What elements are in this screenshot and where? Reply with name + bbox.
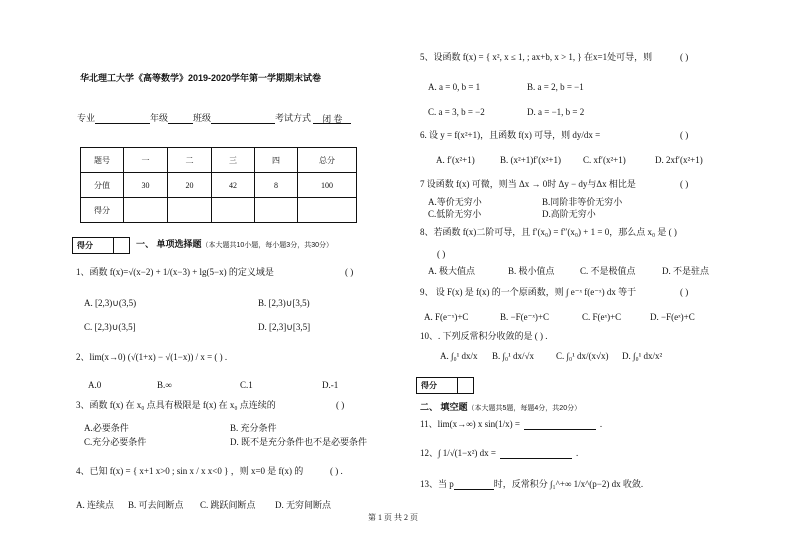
option-a[interactable]: A. ∫₀¹ dx/x [440, 351, 478, 361]
option-c[interactable]: C. [2,3)∪(3,5] [84, 322, 136, 332]
question-stem: 8、若函数 f(x)二阶可导，且 f′(x₀) = f″(x₀) + 1 = 0，那么点 x₀ 是 ( ) [420, 227, 677, 237]
question-10 [420, 330, 780, 342]
question-stem: 1、函数 f(x)=√(x−2) + 1/(x−3) + lg(5−x) 的定义域是 [76, 267, 274, 277]
option-d[interactable]: D. ∫₀¹ dx/x² [622, 351, 663, 361]
option-d[interactable]: D. 2xf′(x²+1) [655, 155, 703, 165]
score-box-label: 得分 [73, 238, 114, 253]
option-b[interactable]: B. a = 2, b = −1 [527, 82, 584, 92]
answer-paren[interactable]: ( ) [336, 400, 345, 410]
question-stem: 6. 设 y = f(x²+1)，且函数 f(x) 可导，则 dy/dx = [420, 130, 601, 140]
end-period: . [576, 448, 579, 458]
option-c[interactable]: C. ∫₀¹ dx/(x√x) [556, 351, 609, 361]
option-c[interactable]: C. xf′(x²+1) [583, 155, 626, 165]
score-table-cell: 100 [298, 173, 357, 198]
exam-mode-label: 考试方式 [275, 113, 312, 123]
question-13 [420, 478, 780, 490]
score-table-cell: 42 [212, 173, 255, 198]
score-table-cell: 一 [124, 148, 168, 173]
option-b[interactable]: B. [2,3)∪[3,5) [258, 298, 310, 308]
class-label: 班级 [193, 113, 212, 123]
score-table-row [81, 148, 357, 173]
option-c[interactable]: C. F(eˣ)+C [582, 312, 622, 322]
question-stem: 3、函数 f(x) 在 x₀ 点具有极限是 f(x) 在 x₀ 点连续的 [76, 400, 276, 410]
question-stem-rest: 时，反常积分 ∫₁^+∞ 1/x^(p−2) dx 收敛. [493, 479, 644, 489]
option-d[interactable]: D.高阶无穷小 [542, 209, 596, 219]
score-table-cell: 三 [212, 148, 255, 173]
score-table-cell: 30 [124, 173, 168, 198]
section-title: 一、 单项选择题 [136, 239, 202, 249]
score-table-cell: 二 [168, 148, 212, 173]
score-box-1 [72, 237, 130, 254]
score-box-label: 得分 [417, 378, 458, 393]
option-d[interactable]: D. [2,3]∪[3,5] [258, 322, 311, 332]
option-b[interactable]: B. −F(e⁻ˣ)+C [500, 312, 550, 322]
option-c[interactable]: C.低阶无穷小 [428, 209, 482, 219]
option-d[interactable]: D. a = −1, b = 2 [527, 107, 585, 117]
answer-paren[interactable]: ( ) [345, 267, 354, 277]
option-b[interactable]: B. 极小值点 [508, 266, 555, 276]
option-a[interactable]: A.必要条件 [84, 423, 129, 433]
answer-blank[interactable] [524, 419, 596, 430]
major-label: 专业 [77, 113, 96, 123]
option-d[interactable]: D. −F(eˣ)+C [650, 312, 695, 322]
grade-field[interactable] [168, 113, 193, 124]
exam-title: 华北理工大学《高等数学》2019-2020学年第一学期期末试卷 [80, 73, 322, 83]
score-table-cell: 8 [255, 173, 298, 198]
question-stem: 5、设函数 f(x) = { x², x ≤ 1, ; ax+b, x > 1, } 在x=1处可导，则 [420, 52, 653, 62]
option-a[interactable]: A.等价无穷小 [428, 197, 482, 207]
question-stem: 10、. 下列反常积分收敛的是 ( ) . [420, 331, 548, 341]
question-stem: 4、已知 f(x) = { x+1 x>0 ; sin x / x x<0 } ，则 x=0 是 f(x) 的 [76, 466, 304, 476]
answer-paren[interactable]: ( ) [680, 52, 689, 62]
question-stem: 9、 设 F(x) 是 f(x) 的一个原函数，则 ∫ e⁻ˣ f(e⁻ˣ) dx 等于 [420, 287, 637, 297]
score-table-cell[interactable] [212, 198, 255, 223]
score-table-cell: 得分 [81, 198, 124, 223]
option-a[interactable]: A. a = 0, b = 1 [428, 82, 481, 92]
option-a[interactable]: A. F(e⁻ˣ)+C [424, 312, 469, 322]
score-table [80, 147, 357, 223]
question-stem: 12、∫ 1/√(1−x²) dx = [420, 448, 496, 458]
page-footer: 第 1 页 共 2 页 [368, 513, 418, 522]
option-a[interactable]: A. f′(x²+1) [436, 155, 475, 165]
question-11 [420, 418, 780, 430]
score-table-cell[interactable] [255, 198, 298, 223]
option-b[interactable]: B. 可去间断点 [128, 500, 184, 510]
question-5 [420, 51, 672, 63]
score-table-cell: 题号 [81, 148, 124, 173]
section-title: 二、 填空题 [420, 402, 468, 412]
option-d[interactable]: D. 不是驻点 [662, 266, 709, 276]
option-a[interactable]: A. [2,3)∪(3,5) [84, 298, 137, 308]
score-table-cell: 20 [168, 173, 212, 198]
question-4 [76, 465, 322, 477]
question-6 [420, 129, 672, 141]
answer-blank[interactable] [500, 448, 572, 459]
question-2 [76, 351, 400, 363]
answer-blank[interactable] [454, 479, 494, 490]
option-d[interactable]: D.-1 [322, 380, 339, 390]
answer-paren[interactable]: ( ) [437, 249, 446, 259]
question-7 [420, 178, 672, 190]
answer-paren[interactable]: ( ) [680, 130, 689, 140]
option-d[interactable]: D. 既不是充分条件也不是必要条件 [230, 437, 368, 447]
option-a[interactable]: A. 极大值点 [428, 266, 475, 276]
end-period: . [599, 419, 603, 429]
question-stem: 11、lim(x→∞) x sin(1/x) = [420, 419, 520, 429]
question-stem: 13、当 p [420, 479, 454, 489]
score-table-row [81, 198, 357, 223]
answer-paren[interactable]: ( ) [680, 287, 689, 297]
option-c[interactable]: C. 不是极值点 [580, 266, 636, 276]
score-table-cell: 四 [255, 148, 298, 173]
option-b[interactable]: B. 充分条件 [230, 423, 277, 433]
question-3 [76, 399, 328, 411]
option-c[interactable]: C.1 [240, 380, 253, 390]
score-table-cell[interactable] [298, 198, 357, 223]
grade-label: 年级 [150, 113, 169, 123]
option-c[interactable]: C. 跳跃间断点 [200, 500, 256, 510]
option-c[interactable]: C.充分必要条件 [84, 437, 147, 447]
class-field[interactable] [211, 113, 275, 124]
question-1 [76, 266, 337, 278]
option-a[interactable]: A. 连续点 [76, 500, 114, 510]
score-table-cell[interactable] [168, 198, 212, 223]
option-d[interactable]: D. 无穷间断点 [275, 500, 331, 510]
exam-mode-value: 闭 卷 [313, 113, 351, 124]
score-table-cell: 分值 [81, 173, 124, 198]
question-9 [420, 286, 672, 298]
section-note: （本大题共5题，每题4分，共20分） [467, 405, 582, 412]
question-12 [420, 447, 780, 459]
score-table-cell[interactable] [124, 198, 168, 223]
score-box-2 [416, 377, 474, 394]
option-c[interactable]: C. a = 3, b = −2 [428, 107, 485, 117]
answer-paren[interactable]: ( ) . [330, 466, 343, 476]
option-b[interactable]: B. (x²+1)f′(x²+1) [500, 155, 562, 165]
score-table-row [81, 173, 357, 198]
question-8 [420, 226, 780, 238]
score-table-cell: 总分 [298, 148, 357, 173]
student-info-line [77, 112, 351, 124]
question-stem: 2、lim(x→0) (√(1+x) − √(1−x)) / x = ( ) . [76, 352, 228, 362]
question-stem: 7 设函数 f(x) 可微，则当 Δx → 0时 Δy − dy与Δx 相比是 [420, 179, 636, 189]
option-b[interactable]: B. ∫₀¹ dx/√x [492, 351, 534, 361]
answer-paren[interactable]: ( ) [680, 179, 689, 189]
section-note: （本大题共10小题，每小题3分，共30分） [201, 242, 333, 249]
option-b[interactable]: B.同阶非等价无穷小 [542, 197, 623, 207]
section1-heading [136, 238, 333, 252]
option-a[interactable]: A.0 [88, 380, 102, 390]
section2-heading [420, 401, 581, 415]
option-b[interactable]: B.∞ [157, 380, 172, 390]
major-field[interactable] [95, 113, 150, 124]
